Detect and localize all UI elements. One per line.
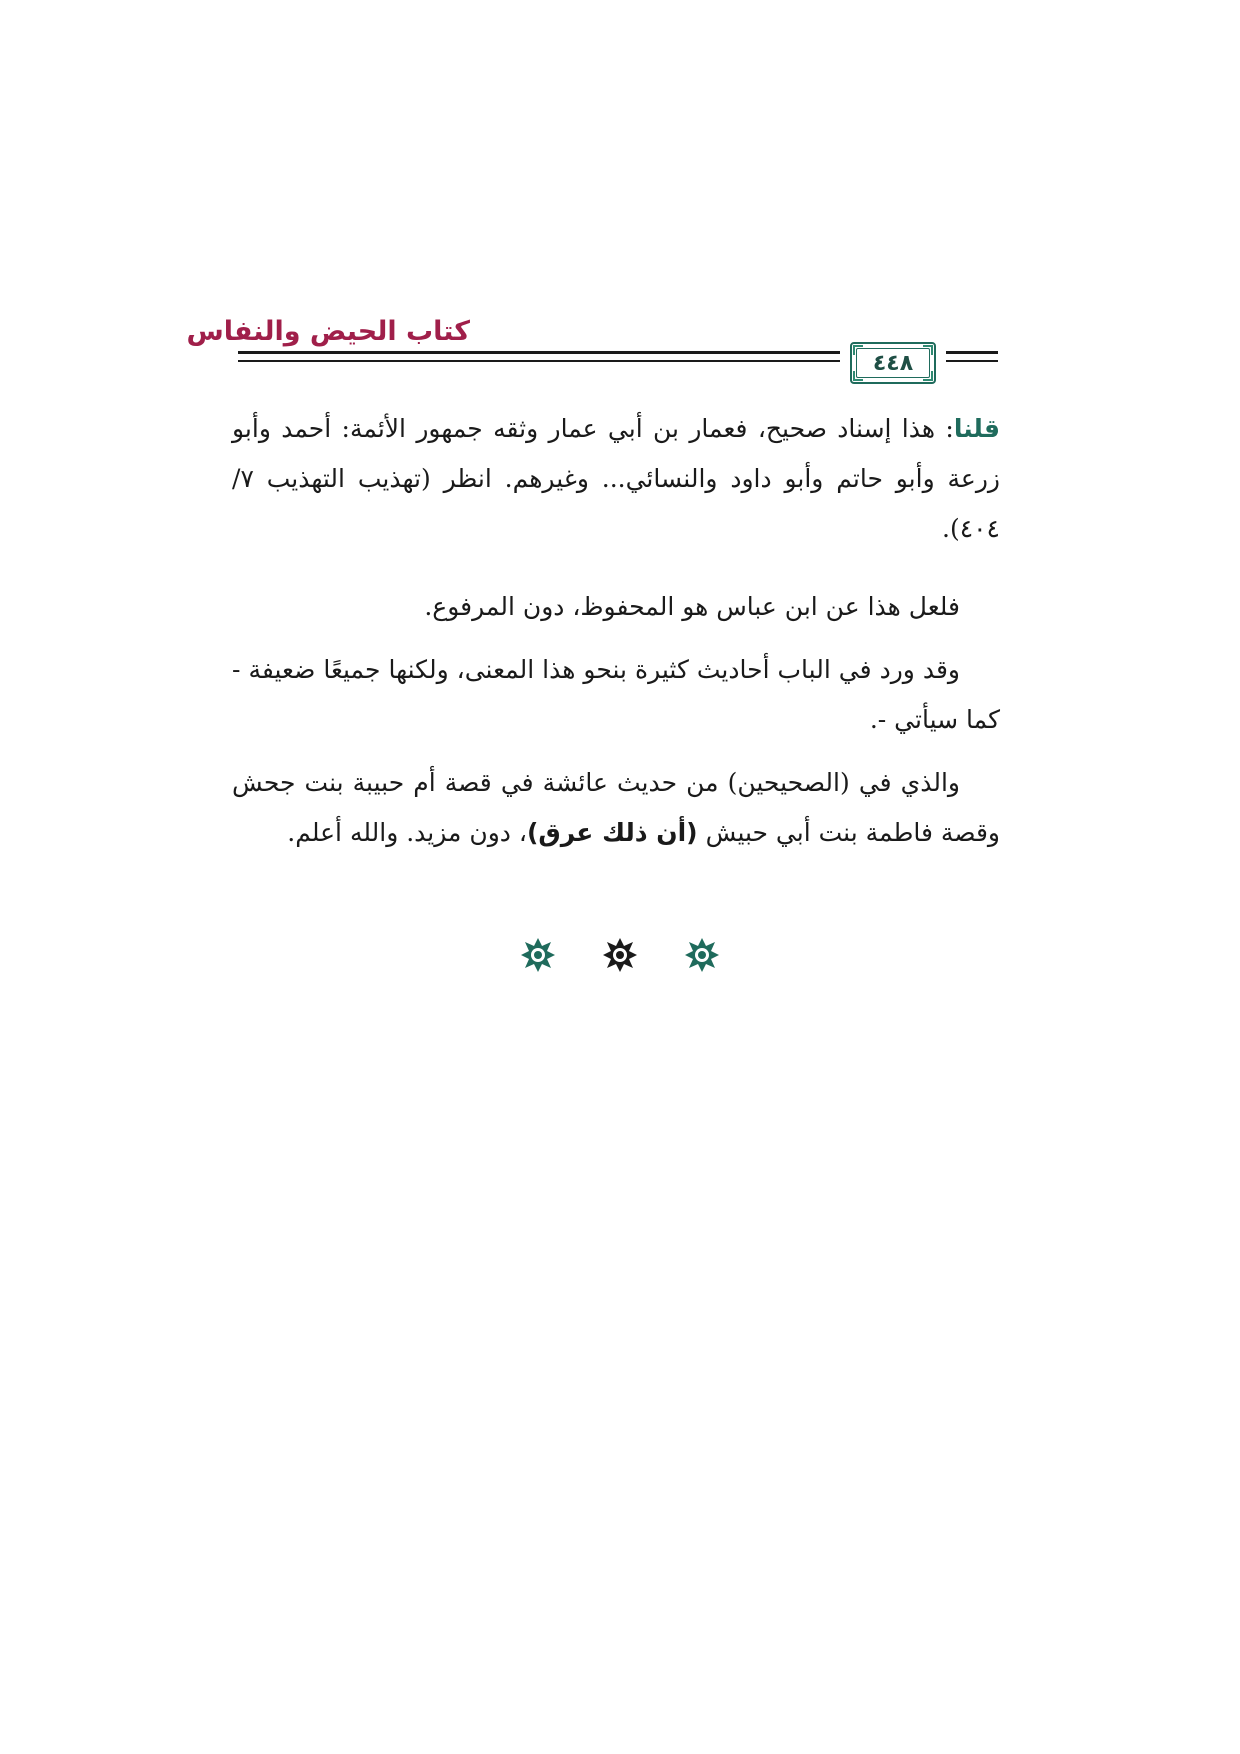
section-end-ornament <box>520 935 720 975</box>
paragraph-body: : هذا إسناد صحيح، فعمار بن أبي عمار وثقه جمهور الأئمة: أحمد وأبو زرعة وأبو حاتم وأبو داود والنسائي... وغيرهم. انظر (تهذيب التهذيب ٧/ ٤٠٤). <box>232 414 1000 543</box>
paragraph-text: فلعل هذا عن ابن عباس هو المحفوظ، دون المرفوع. <box>424 592 960 621</box>
page-number-inner-frame <box>856 348 930 378</box>
rule-bottom-left <box>238 360 840 362</box>
star-flower-icon <box>602 937 638 973</box>
running-title: كتاب الحيض والنفاس <box>186 316 470 347</box>
star-flower-icon <box>684 937 720 973</box>
paragraph-body-start: والذي في (الصحيحين) من حديث عائشة في قصة أم حبيبة بنت جحش وقصة فاطمة بنت أبي حبيش <box>232 768 1000 847</box>
paragraph-1 <box>232 404 1000 554</box>
page-number: ٤٤٨ <box>872 350 914 376</box>
star-flower-icon <box>520 937 556 973</box>
lead-word: قلنا <box>953 414 1000 443</box>
rule-bottom-right <box>946 360 998 362</box>
page-number-frame <box>850 342 936 384</box>
paragraph-4 <box>232 758 1000 858</box>
rule-top-left <box>238 351 840 354</box>
paragraph-text: وقد ورد في الباب أحاديث كثيرة بنحو هذا المعنى، ولكنها جميعًا ضعيفة - كما سيأتي -. <box>232 655 1000 734</box>
rule-top-right <box>946 351 998 354</box>
paragraph-text <box>232 758 1000 858</box>
paragraph-text <box>232 404 1000 554</box>
paragraph-2 <box>232 582 1000 632</box>
bold-quote: (أن ذلك عرق) <box>526 818 698 847</box>
paragraph-3 <box>232 645 1000 745</box>
paragraph-body-end: ، دون مزيد. والله أعلم. <box>287 818 527 847</box>
